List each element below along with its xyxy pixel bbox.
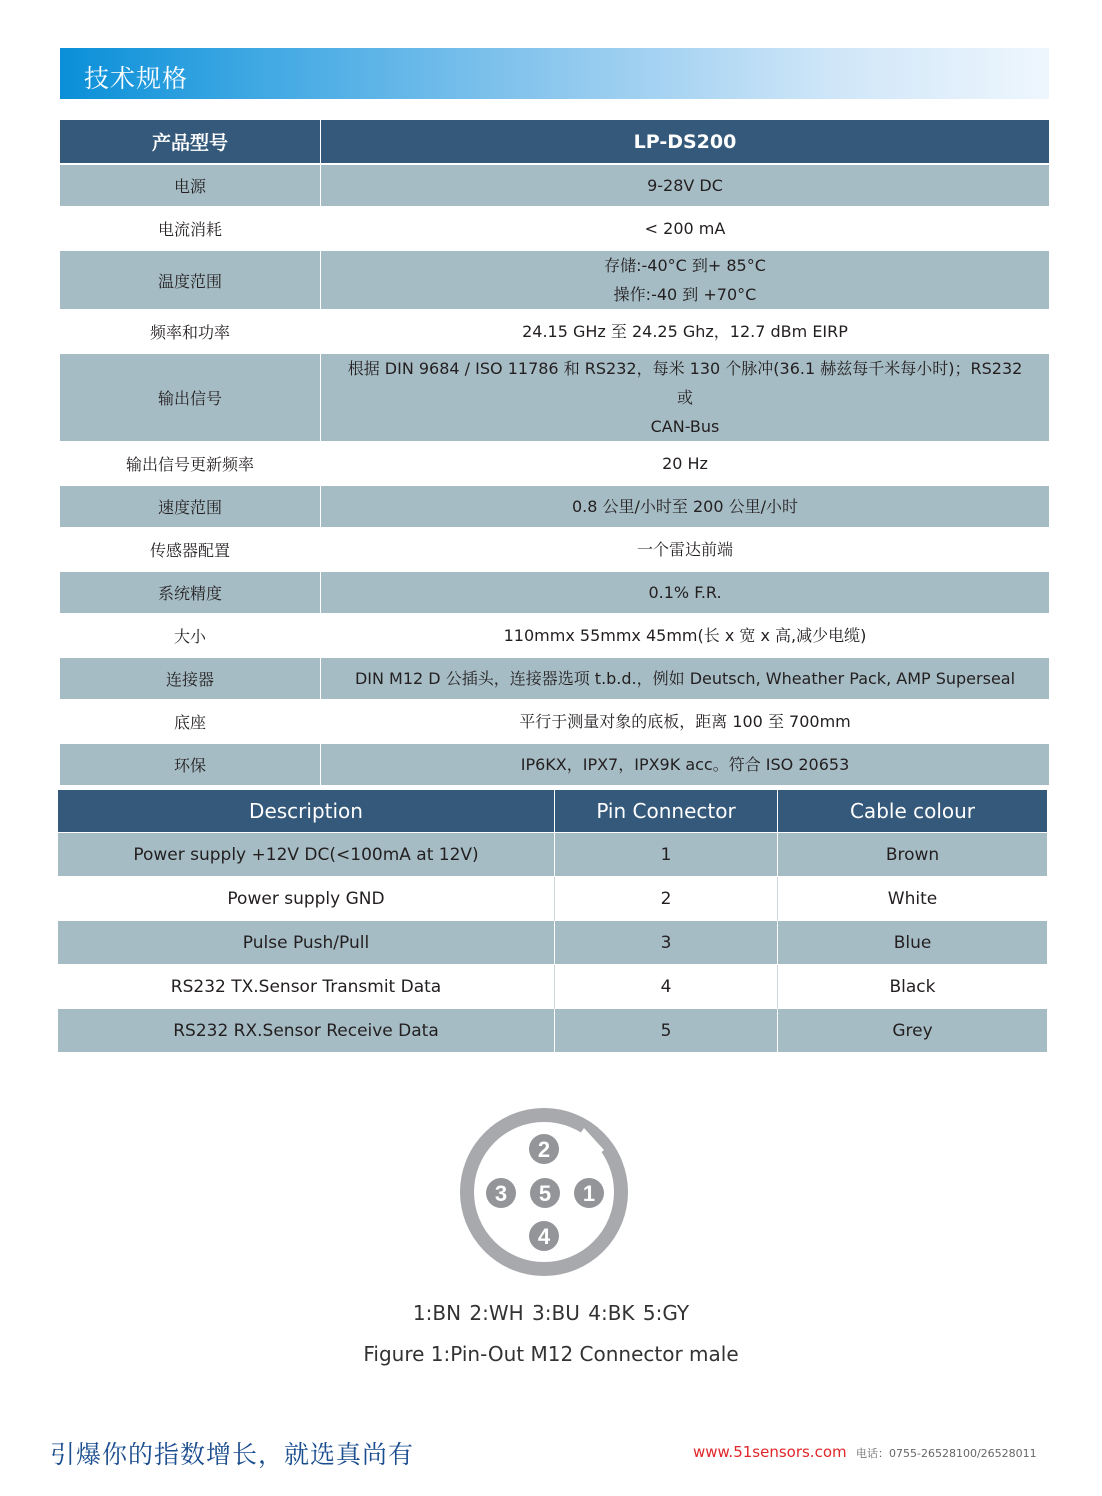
spec-value-line: IP6KX，IPX7，IPX9K acc。符合 ISO 20653 [520, 755, 850, 774]
spec-value-line: DIN M12 D 公插头，连接器选项 t.b.d.，例如 Deutsch, Wheather Pack, AMP Superseal [354, 669, 1016, 688]
section-title: 技术规格 [84, 64, 189, 93]
spec-row [60, 310, 1049, 353]
spec-label: 底座 [60, 700, 321, 743]
section-banner [60, 48, 1049, 99]
spec-value [321, 614, 1050, 657]
spec-row [60, 571, 1049, 614]
spec-label: 环保 [60, 743, 321, 786]
pin-3-label: 3 [494, 1181, 508, 1206]
spec-label: 电流消耗 [60, 207, 321, 250]
pin-description: RS232 TX.Sensor Transmit Data [58, 965, 555, 1009]
spec-value-line: 20 Hz [662, 454, 708, 473]
spec-value-line: 110mmx 55mmx 45mm(长 x 宽 x 高,减少电缆) [503, 626, 867, 645]
spec-row [60, 743, 1049, 786]
pin-cable-colour: Grey [778, 1009, 1048, 1053]
footer-website-link[interactable]: www.51sensors.com [693, 1443, 847, 1461]
spec-label: 传感器配置 [60, 528, 321, 571]
spec-value-line: 24.15 GHz 至 24.25 Ghz，12.7 dBm EIRP [522, 322, 848, 341]
pin-description: RS232 RX.Sensor Receive Data [58, 1009, 555, 1053]
spec-label: 输出信号 [60, 353, 321, 442]
pin-row [58, 1009, 1047, 1053]
spec-row [60, 250, 1049, 310]
spec-label: 速度范围 [60, 485, 321, 528]
spec-header-row [60, 120, 1049, 164]
pin-2-label: 2 [537, 1137, 551, 1162]
pin-number: 2 [555, 877, 778, 921]
spec-label: 大小 [60, 614, 321, 657]
spec-value [321, 207, 1050, 250]
pin-cable-colour: Blue [778, 921, 1048, 965]
spec-value-line: 存储:-40°C 到+ 85°C [604, 256, 766, 275]
spec-table [60, 120, 1049, 787]
spec-header-model: LP-DS200 [321, 120, 1050, 164]
spec-label: 频率和功率 [60, 310, 321, 353]
footer-slogan: 引爆你的指数增长，就选真尚有 [50, 1440, 415, 1469]
spec-row [60, 353, 1049, 442]
spec-value [321, 657, 1050, 700]
spec-value-line: 0.1% F.R. [648, 583, 722, 602]
m12-connector-diagram [452, 1100, 636, 1284]
pin-4-label: 4 [537, 1224, 551, 1249]
pin-row [58, 921, 1047, 965]
pin-row [58, 965, 1047, 1009]
pin-description: Power supply GND [58, 877, 555, 921]
pin-number: 1 [555, 833, 778, 877]
spec-value-line: < 200 mA [644, 219, 726, 238]
pin-description: Pulse Push/Pull [58, 921, 555, 965]
spec-value [321, 571, 1050, 614]
spec-row [60, 442, 1049, 485]
pin-header-description: Description [58, 790, 555, 833]
spec-value [321, 164, 1050, 207]
pin-number: 3 [555, 921, 778, 965]
spec-row [60, 207, 1049, 250]
footer-phone: 电话：0755-26528100/26528011 [856, 1447, 1037, 1460]
pin-1-label: 1 [582, 1181, 596, 1206]
spec-row [60, 614, 1049, 657]
pin-row [58, 833, 1047, 877]
pin-cable-colour: Brown [778, 833, 1048, 877]
spec-label: 电源 [60, 164, 321, 207]
figure-caption: Figure 1:Pin-Out M12 Connector male [363, 1342, 739, 1366]
spec-value [321, 442, 1050, 485]
pin-number: 5 [555, 1009, 778, 1053]
spec-value [321, 743, 1050, 786]
spec-row [60, 485, 1049, 528]
spec-value [321, 485, 1050, 528]
pin-header-colour: Cable colour [778, 790, 1048, 833]
spec-value-line: 一个雷达前端 [636, 540, 733, 559]
spec-label: 温度范围 [60, 250, 321, 310]
pin-table [58, 790, 1047, 1053]
spec-label: 连接器 [60, 657, 321, 700]
spec-value [321, 353, 1050, 442]
spec-row [60, 164, 1049, 207]
pin-number: 4 [555, 965, 778, 1009]
spec-row [60, 657, 1049, 700]
spec-value [321, 250, 1050, 310]
spec-value-line: 9-28V DC [647, 176, 723, 195]
spec-value [321, 700, 1050, 743]
spec-row [60, 700, 1049, 743]
pin-header-connector: Pin Connector [555, 790, 778, 833]
spec-value-line: 平行于测量对象的底板，距离 100 至 700mm [519, 712, 851, 731]
spec-label: 输出信号更新频率 [60, 442, 321, 485]
spec-header-label: 产品型号 [60, 120, 321, 164]
spec-value-line: 根据 DIN 9684 / ISO 11786 和 RS232，每米 130 个脉冲(36.1 赫兹每千米每小时)；RS232 或 [347, 359, 1023, 407]
pin-row [58, 877, 1047, 921]
pin-description: Power supply +12V DC(<100mA at 12V) [58, 833, 555, 877]
spec-row [60, 528, 1049, 571]
spec-value-line: 操作:-40 到 +70°C [613, 285, 757, 304]
pin-colour-legend: 1:BN 2:WH 3:BU 4:BK 5:GY [412, 1301, 690, 1325]
pin-5-label: 5 [538, 1181, 552, 1206]
pin-cable-colour: Black [778, 965, 1048, 1009]
spec-value [321, 310, 1050, 353]
pin-cable-colour: White [778, 877, 1048, 921]
spec-label: 系统精度 [60, 571, 321, 614]
spec-value-line: 0.8 公里/小时至 200 公里/小时 [571, 497, 799, 516]
spec-value [321, 528, 1050, 571]
pin-header-row [58, 790, 1047, 833]
spec-value-line: CAN-Bus [650, 417, 720, 436]
